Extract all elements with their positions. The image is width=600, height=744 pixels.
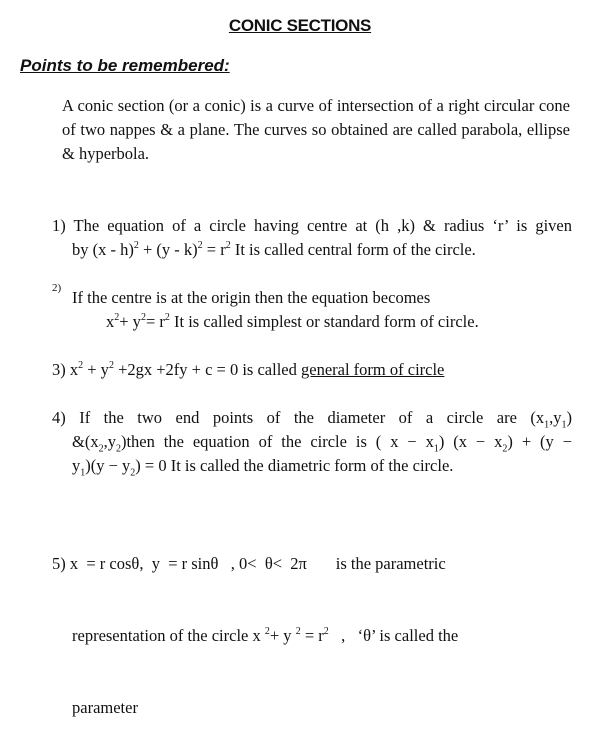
point-5 [52, 504, 572, 744]
point-5-line-3: parameter [72, 698, 138, 717]
point-4 [52, 406, 572, 478]
point-4-line-3: $y_1)(y - y_2) = 0$ It is called the diametric form of the circle. [72, 456, 454, 479]
point-1 [52, 214, 572, 262]
point-3 [52, 358, 572, 382]
point-1-line-2: by $(x - h)^2 + (y - k)^2 = r^2$ It is called central form of the circle. [72, 239, 476, 259]
point-2-line-1: If the centre is at the origin then the equation becomes [72, 288, 431, 307]
point-4-line-2: $\&(x_2,y_2)then$ the equation of the circle is ( $x - x_1$) $(x - x_2) + (y$ − [72, 432, 573, 455]
point-5-line-2: representation of the circle x $^2$+ y $^2 = r^2$ , ‘θ’ is called the [72, 625, 459, 645]
point-3-line: 3) $x^2 + y^2 +2gx +2fy + c = 0$ is called general form of circle [52, 359, 445, 379]
point-5-line-1: 5) x = r cosθ, y = r sinθ , 0< θ< 2π is the parametric [52, 554, 446, 573]
point-1-line-1: 1) The equation of a circle having centre at (h ,k) & radius ‘r’ is given [52, 216, 572, 235]
point-2 [52, 286, 572, 334]
point-2-number: 2) [52, 282, 62, 294]
page-title: CONIC SECTIONS [228, 16, 372, 35]
point-4-line-1: 4) If the two end points of the diameter of a circle are $(x_1,y_1)$ [52, 408, 572, 431]
point-2-line-2: $x^2+ y^2= r^2$ It is called simplest or standard form of circle. [106, 311, 479, 331]
section-heading: Points to be remembered: [20, 56, 230, 75]
intro-paragraph: A conic section (or a conic) is a curve of intersection of a right circular cone of two nappes & a plane. The curves so obtained are called parabola, ellipse & hyperbola. [62, 96, 570, 163]
